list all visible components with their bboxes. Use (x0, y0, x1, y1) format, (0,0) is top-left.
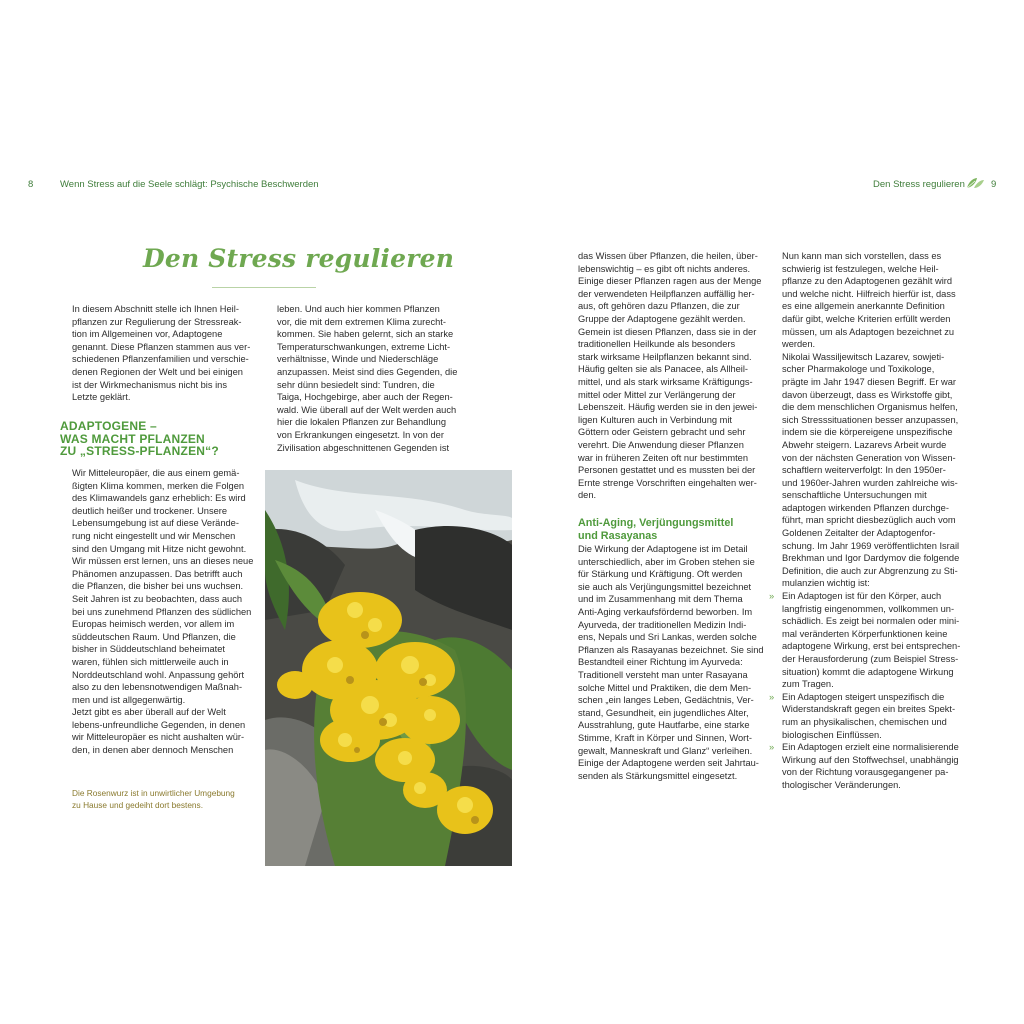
section-heading-adaptogene: ADAPTOGENE – WAS MACHT PFLANZEN ZU „STRESS-PFLANZEN“? (60, 419, 219, 458)
list-item: » Ein Adaptogen erzielt eine normalisierende Wirkung auf den Stoffwechsel, unabhängig von der Richtung vorausgegangener pa- thologischer Veränderungen. (769, 742, 959, 790)
leaf-sprig-icon (965, 176, 985, 195)
body-paragraph-4: das Wissen über Pflanzen, die heilen, über- lebenswichtig – es gibt oft nichts anderes. Einige dieser Pflanzen ragen aus der Menge der verwendeten Heilpflanzen auffällig her- aus, oft gehören dazu Pflanzen, die zur Gruppe der Adaptogene gezählt werden. Gemein ist diesen Pflanzen, dass sie in der traditionellen Heilkunde als besonders stark wirksame Heilpflanzen bekannt sind. Häufig gelten sie als Panacee, als Allheil- mittel, und als stark wirksame Kräftigungs- mittel oder Mittel zur Verlängerung der Lebenszeit. Häufig werden sie in den jewei- ligen Kulturen auch in Verbindung mit Göttern oder Geistern gebracht und sehr verehrt. Die Anwendung dieser Pflanzen war in früheren Zeiten oft nur bestimmten Personen gestattet und es mussten bei der Ernte strenge Vorschriften eingehalten wer- den. (578, 251, 762, 501)
body-paragraph-1: Wir Mitteleuropäer, die aus einem gemä- ßigten Klima kommen, merken die Folgen des Klimawandels ganz erheblich: Es wird deutlich heißer und trockener. Unsere Lebensumgebung ist auf diese Verände- rung nicht eingestellt und wir Menschen sind den Umgang mit Hitze nicht gewohnt. Wir müssen erst lernen, uns an dieses neue Phänomen anzupassen. Das betrifft auch die Pflanzen, die bisher bei uns wuchsen. Seit Jahren ist zu beobachten, dass auch bei uns zunehmend Pflanzen des südlichen Europas heimisch werden, vor allem im süddeutschen Raum. Und Pflanzen, die bisher in Süddeutschland beheimatet waren, fühlen sich mittlerweile auch in Norddeutschland wohl. Anpassung gehört also zu den lebensnotwendigen Maßnah- men und ist allgegenwärtig. (72, 468, 254, 705)
left-running-title: Wenn Stress auf die Seele schlägt: Psychische Beschwerden (60, 179, 319, 190)
body-paragraph-2: Jetzt gibt es aber überall auf der Welt lebens-unfreundliche Gegenden, in denen wir Mitteleuropäer es nicht aushalten wür- den, in denen aber dennoch Menschen (72, 707, 246, 756)
body-paragraph-3: leben. Und auch hier kommen Pflanzen vor, die mit dem extremen Klima zurecht- kommen. Sie haben gelernt, sich an starke Temperaturschwankungen, extreme Licht- verhältnisse, Winde und Niederschläge anzupassen. Meist sind dies Gegenden, die sehr dünn besiedelt sind: Tundren, die Taiga, Hochgebirge, aber auch der Regen- wald. Wie überall auf der Welt werden auch hier die lokalen Pflanzen zur Behandlung von Erkrankungen eingesetzt. In von der Zivilisation abgeschnittenen Gegenden ist (277, 304, 458, 453)
title-divider (212, 287, 316, 288)
body-paragraph-7: Nikolai Wassiljewitsch Lazarev, sowjeti- scher Pharmakologe und Toxikologe, prägte im Jahr 1947 diesen Begriff. Er war davon überzeugt, dass es Wirkstoffe gibt, die dem menschlichen Organismus helfen, sich Stresssituationen besser anzupassen, indem sie die körpereigene unspezifische Abwehr steigern. Lazarevs Arbeit wurde von der nächsten Generation von Wissen- schaftlern weiterverfolgt: In den 1950er- und 1960er-Jahren wurden zahlreiche wis- senschaftliche Untersuchungen mit adaptogen wirkenden Pflanzen durchge- führt, man spricht diesbezüglich auch vom Goldenen Zeitalter der Adaptogenfor- schung. Im Jahr 1969 veröffentlichten Israil Brekhman und Igor Dardymov die folgende Definition, die auch zur Abgrenzung zu Sti- mulanzien wichtig ist: (782, 351, 960, 589)
right-page-number: 9 (991, 179, 997, 190)
bullet-mark: » (769, 691, 775, 702)
rhodiola-rosea-flowers-photo (265, 470, 512, 866)
page-title: Den Stress regulieren (143, 244, 455, 273)
section-heading-anti-aging: Anti-Aging, Verjüngungsmittel und Rasayanas (578, 517, 734, 542)
right-running-title: Den Stress regulieren (873, 179, 965, 190)
list-item: » Ein Adaptogen steigert unspezifisch die Widerstandskraft gegen ein breites Spekt- rum an physikalischen, chemischen und biologischen Einflüssen. (769, 691, 956, 740)
left-page-number: 8 (28, 179, 34, 190)
column-3-body-2 (578, 543, 768, 782)
column-2-body (277, 303, 467, 454)
adaptogen-criteria-list (769, 590, 972, 792)
body-paragraph-6: Nun kann man sich vorstellen, dass es schwierig ist festzulegen, welche Heil- pflanze zu den Adaptogenen gezählt wird und welche nicht. Hilfreich hierfür ist, dass es eine allgemein anerkannte Definition dafür gibt, welche Kriterien erfüllt werden müssen, um als Adaptogen bezeichnet zu werden. (782, 251, 956, 350)
column-4-body (769, 250, 972, 792)
column-3-body (578, 250, 768, 502)
bullet-mark: » (769, 591, 775, 602)
column-1-body (72, 467, 262, 757)
list-item: » Ein Adaptogen ist für den Körper, auch langfristig eingenommen, vollkommen un- schädlich. Es zeigt bei normalen oder mini- mal veränderten Körperfunktionen keine adaptogene Wirkung, erst bei entsprechen- der Herausforderung (zum Beispiel Stress- situation) kommt die adaptogene Wirkung zum Tragen. (769, 591, 961, 690)
photo-caption: Die Rosenwurz ist in unwirtlicher Umgebung zu Hause und gedeiht dort bestens. (72, 788, 235, 810)
body-paragraph-5: Die Wirkung der Adaptogene ist im Detail unterschiedlich, aber im Groben stehen sie für Stärkung und Kräftigung. Oft werden sie auch als Verjüngungsmittel bezeichnet und im Zusammenhang mit dem Thema Anti-Aging verkaufsfördernd beworben. Im Ayurveda, der traditionellen Medizin Indi- ens, Nepals und Sri Lankas, werden solche Pflanzen als Rasayanas bezeichnet. Sie sind Bestandteil einer Richtung im Ayurveda: Traditionell versteht man unter Rasayana solche Mittel und Praktiken, die dem Men- schen „ein langes Leben, Gedächtnis, Ver- stand, Gesundheit, ein jugendliches Alter, Ausstrahlung, gute Hautfarbe, eine starke Stimme, Kraft in Körper und Sinnen, Wort- gewalt, Manneskraft und Glanz“ verleihen. Einige der Adaptogene werden seit Jahrtau- senden als Stärkungsmittel eingesetzt. (578, 544, 764, 781)
bullet-mark: » (769, 742, 775, 753)
intro-paragraph (72, 303, 262, 404)
intro-text: In diesem Abschnitt stelle ich Ihnen Heil- pflanzen zur Regulierung der Stressreak- tion im Allgemeinen vor, Adaptogene genannt. Diese Pflanzen stammen aus ver- schiedenen Pflanzenfamilien und verschie- denen Regionen der Welt und bei einigen ist der Wirkmechanismus nicht bis ins Letzte geklärt. (72, 304, 251, 403)
